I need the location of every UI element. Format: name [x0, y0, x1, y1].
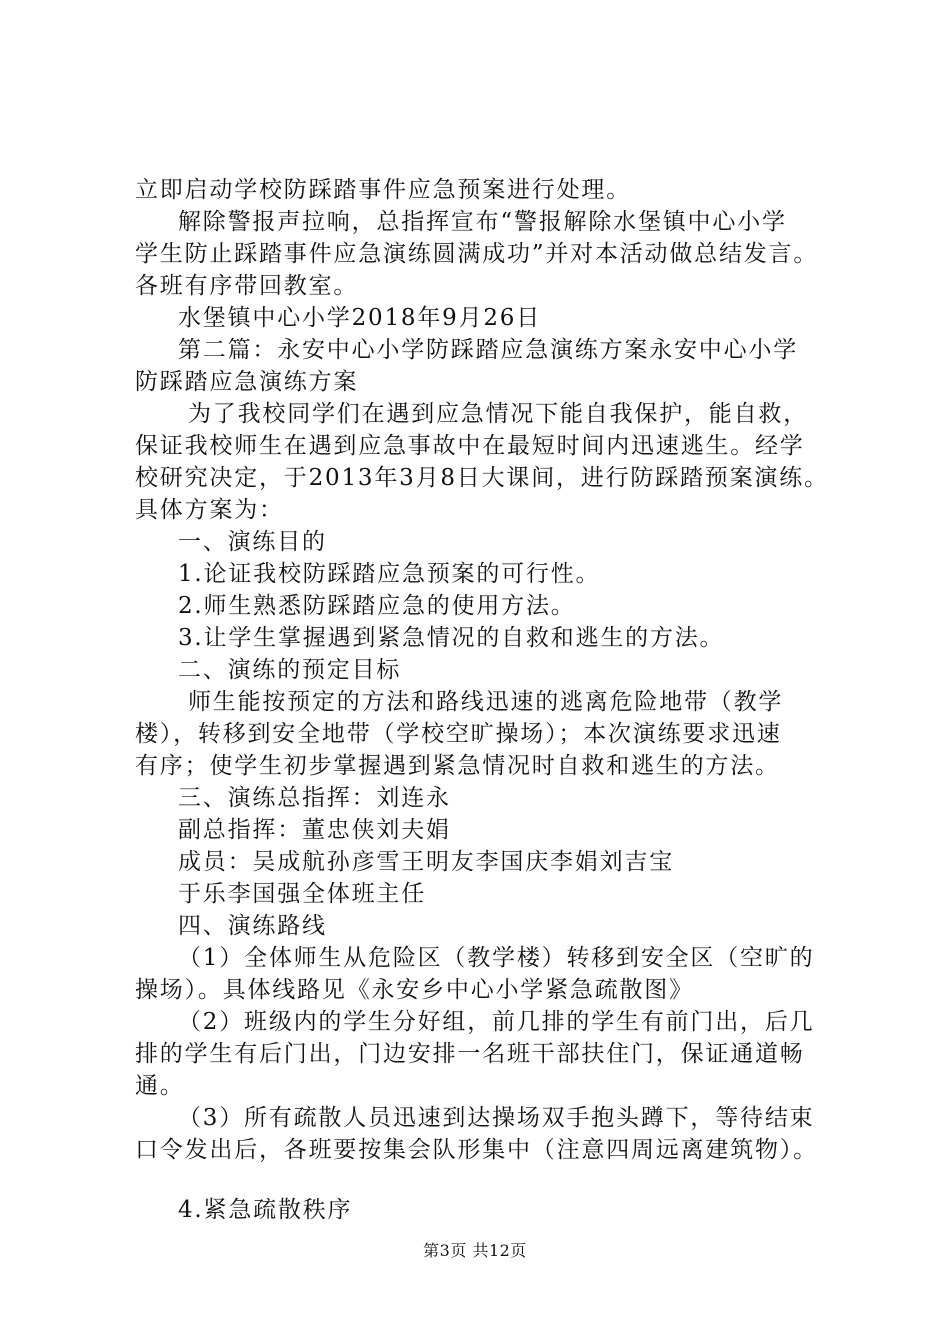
section-title-line-1: 第二篇：永安中心小学防踩踏应急演练方案永安中心小学 [178, 337, 798, 363]
heading-drill-route: 四、演练路线 [178, 913, 327, 939]
text-line-18: 楼），转移到安全地带（学校空旷操场）；本次演练要求迅速 [135, 721, 782, 747]
signature-date-line: 水堡镇中心小学2018年9月26日 [178, 305, 542, 331]
list-item-3: 3.让学生掌握遇到紧急情况的自救和逃生的方法。 [178, 625, 725, 651]
text-line-10: 校研究决定，于2013年3月8日大课间，进行防踩踏预案演练。 [135, 465, 829, 491]
deputy-commander-line: 副总指挥：董忠侠刘夫娟 [178, 817, 451, 843]
text-line-4: 各班有序带回教室。 [135, 273, 359, 299]
text-line-30: （3）所有疏散人员迅速到达操场双手抱头蹲下，等待结束 [178, 1105, 815, 1131]
heading-evacuation-order: 4.紧急疏散秩序 [178, 1197, 353, 1223]
page-footer: 第3页 共12页 [423, 1241, 527, 1260]
text-line-1: 立即启动学校防踩踏事件应急预案进行处理。 [135, 177, 631, 203]
text-line-29: 通。 [135, 1073, 185, 1099]
text-line-25: （1）全体师生从危险区（教学楼）转移到安全区（空旷的 [178, 945, 815, 971]
text-line-17: 师生能按预定的方法和路线迅速的逃离危险地带（教学 [188, 689, 784, 715]
text-line-11: 具体方案为： [135, 497, 284, 523]
heading-drill-goal: 二、演练的预定目标 [178, 657, 402, 683]
text-line-8: 为了我校同学们在遇到应急情况下能自我保护，能自救， [188, 401, 808, 427]
text-line-27: （2）班级内的学生分好组，前几排的学生有前门出，后几 [178, 1009, 815, 1035]
text-line-19: 有序；使学生初步掌握遇到紧急情况时自救和逃生的方法。 [135, 753, 780, 779]
members-line-1: 成员：吴成航孙彦雪王明友李国庆李娟刘吉宝 [178, 849, 674, 875]
text-line-28: 排的学生有后门出，门边安排一名班干部扶住门，保证通道畅 [135, 1041, 805, 1067]
text-line-26: 操场）。具体线路见《永安乡中心小学紧急疏散图》 [135, 977, 694, 1003]
text-line-3: 学生防止踩踏事件应急演练圆满成功”并对本活动做总结发言。 [135, 241, 819, 267]
heading-drill-purpose: 一、演练目的 [178, 529, 327, 555]
text-line-31: 口令发出后，各班要按集会队形集中（注意四周远离建筑物）。 [135, 1137, 818, 1163]
list-item-2: 2.师生熟悉防踩踏应急的使用方法。 [178, 593, 576, 619]
members-line-2: 于乐李国强全体班主任 [178, 881, 426, 907]
text-line-9: 保证我校师生在遇到应急事故中在最短时间内迅速逃生。经学 [135, 433, 805, 459]
section-title-line-2: 防踩踏应急演练方案 [135, 369, 359, 395]
text-line-2: 解除警报声拉响，总指挥宣布“警报解除水堡镇中心小学 [178, 209, 787, 235]
list-item-1: 1.论证我校防踩踏应急预案的可行性。 [178, 561, 601, 587]
heading-commander: 三、演练总指挥：刘连永 [178, 785, 451, 811]
